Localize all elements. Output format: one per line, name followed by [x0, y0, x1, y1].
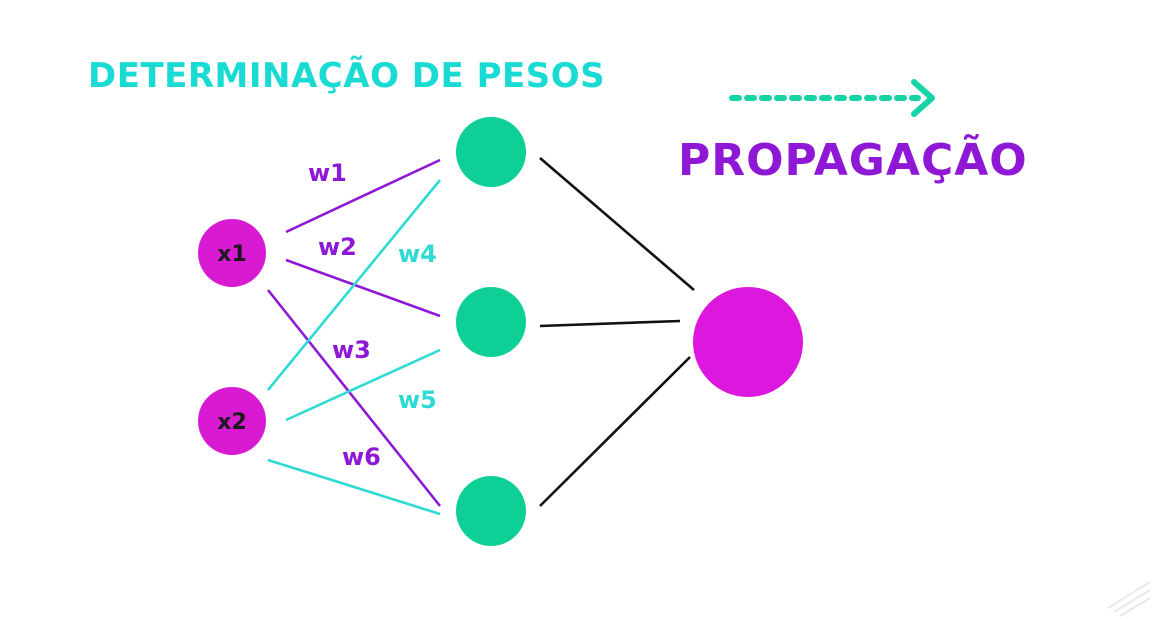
hidden-node-2 [456, 287, 526, 357]
corner-watermark-icon [1108, 582, 1150, 616]
hidden-node-1 [456, 117, 526, 187]
weight-label-w4: w4 [398, 240, 437, 268]
input-node-x2 [198, 387, 266, 455]
weight-label-w5: w5 [398, 386, 437, 414]
hidden-node-3 [456, 476, 526, 546]
weight-label-w6: w6 [342, 443, 381, 471]
title-propagacao: PROPAGAÇÃO [678, 135, 1028, 186]
connection-h1-out [540, 158, 694, 290]
connection-h2-out [540, 321, 680, 326]
title-determinacao-de-pesos: DETERMINAÇÃO DE PESOS [88, 56, 606, 96]
weight-label-w2: w2 [318, 233, 357, 261]
weight-label-w3: w3 [332, 336, 371, 364]
connection-h3-out [540, 357, 690, 506]
input-node-x1 [198, 219, 266, 287]
hidden-output-connections [540, 158, 694, 506]
weight-label-w1: w1 [308, 159, 347, 187]
connection-w2 [286, 260, 440, 316]
input-node-label: x2 [217, 410, 247, 435]
dotted-arrow-icon [732, 82, 932, 114]
input-node-label: x1 [217, 242, 247, 267]
output-node [693, 287, 803, 397]
